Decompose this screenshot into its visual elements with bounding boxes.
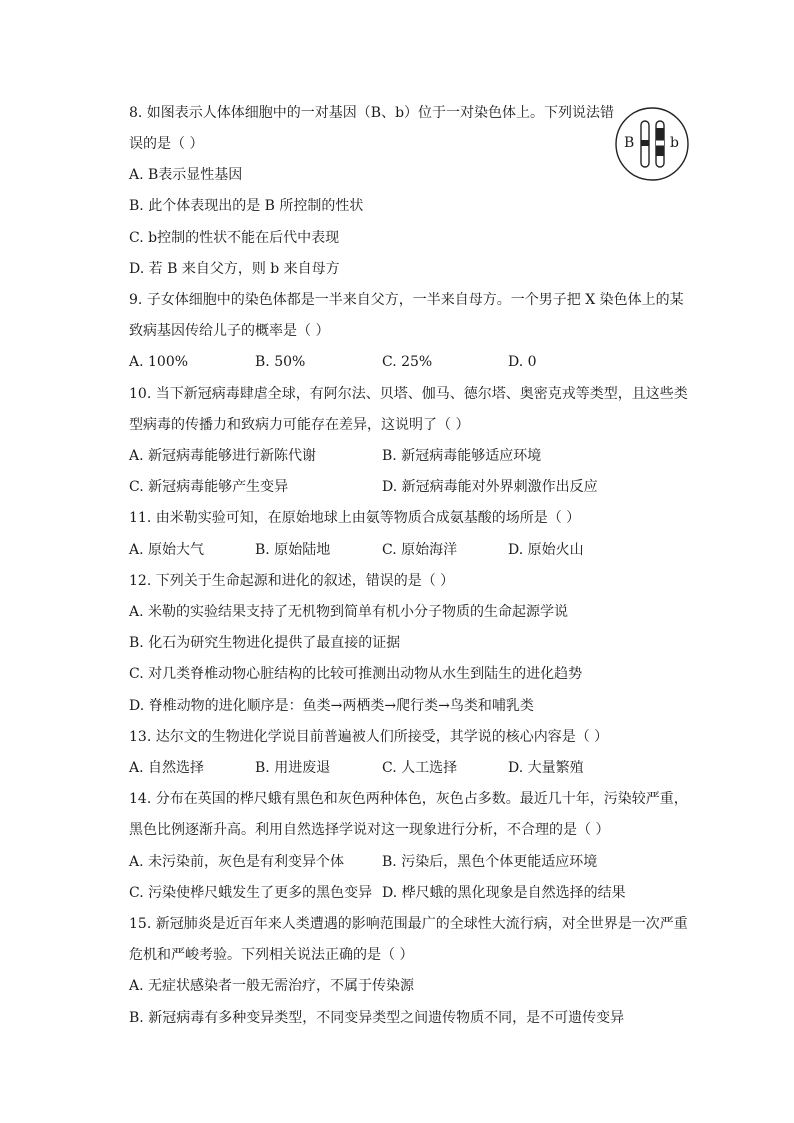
q10-option-d: D. 新冠病毒能对外界刺激作出反应: [382, 479, 598, 495]
q15-stem-line1: 15. 新冠肺炎是近百年来人类遭遇的影响范围最广的全球性大流行病，对全世界是一次严重: [129, 916, 688, 932]
chromosome-pair-figure: [614, 106, 690, 182]
q13-option-c: C. 人工选择: [382, 760, 458, 776]
q14-option-d: D. 桦尺蛾的黑化现象是自然选择的结果: [382, 885, 626, 901]
q12-stem: 12. 下列关于生命起源和进化的叙述，错误的是（ ）: [129, 573, 455, 589]
q8-stem-line2: 误的是（ ）: [129, 136, 204, 152]
q12-option-a: A. 米勒的实验结果支持了无机物到简单有机小分子物质的生命起源学说: [129, 604, 569, 620]
q14-option-b: B. 污染后，黑色个体更能适应环境: [382, 854, 598, 870]
q8-stem-line1: 8. 如图表示人体体细胞中的一对基因（B、b）位于一对染色体上。下列说法错: [129, 105, 615, 121]
q10-option-b: B. 新冠病毒能够适应环境: [382, 448, 542, 464]
q9-option-d: D. 0: [508, 354, 537, 370]
q11-stem: 11. 由米勒实验可知，在原始地球上由氨等物质合成氨基酸的场所是（ ）: [129, 510, 581, 526]
q11-option-d: D. 原始火山: [508, 542, 584, 558]
gene-label-recessive: b: [670, 135, 679, 151]
q9-stem-line1: 9. 子女体细胞中的染色体都是一半来自父方，一半来自母方。一个男子把 X 染色体上的某: [129, 292, 684, 308]
q14-stem-line2: 黑色比例逐渐升高。利用自然选择学说对这一现象进行分析，不合理的是（ ）: [129, 822, 610, 838]
q13-option-a: A. 自然选择: [129, 760, 205, 776]
q12-option-b: B. 化石为研究生物进化提供了最直接的证据: [129, 635, 401, 651]
q9-stem-line2: 致病基因传给儿子的概率是（ ）: [129, 323, 330, 339]
q12-option-d: D. 脊椎动物的进化顺序是：鱼类→两栖类→爬行类→鸟类和哺乳类: [129, 698, 534, 714]
q14-option-a: A. 未污染前，灰色是有利变异个体: [129, 854, 345, 870]
q15-stem-line2: 危机和严峻考验。下列相关说法正确的是（ ）: [129, 947, 414, 963]
q11-option-a: A. 原始大气: [129, 542, 205, 558]
gene-label-dominant: B: [624, 135, 635, 151]
q13-option-b: B. 用进废退: [255, 760, 331, 776]
q8-option-b: B. 此个体表现出的是 B 所控制的性状: [129, 198, 364, 214]
q10-option-a: A. 新冠病毒能够进行新陈代谢: [129, 448, 317, 464]
q14-stem-line1: 14. 分布在英国的桦尺蛾有黑色和灰色两种体色，灰色占多数。最近几十年，污染较严重，: [129, 791, 688, 807]
q13-stem: 13. 达尔文的生物进化学说目前普遍被人们所接受，其学说的核心内容是（ ）: [129, 729, 609, 745]
q11-option-c: C. 原始海洋: [382, 542, 458, 558]
q9-option-a: A. 100%: [129, 354, 189, 370]
q10-stem-line2: 型病毒的传播力和致病力可能存在差异，这说明了（ ）: [129, 417, 470, 433]
q11-option-b: B. 原始陆地: [255, 542, 331, 558]
q9-option-c: C. 25%: [382, 354, 433, 370]
q14-option-c: C. 污染使桦尺蛾发生了更多的黑色变异: [129, 885, 373, 901]
q13-option-d: D. 大量繁殖: [508, 760, 584, 776]
q8-option-d: D. 若 B 来自父方，则 b 来自母方: [129, 261, 340, 277]
q8-option-a: A. B表示显性基因: [129, 167, 243, 183]
q9-option-b: B. 50%: [255, 354, 306, 370]
q10-stem-line1: 10. 当下新冠病毒肆虐全球，有阿尔法、贝塔、伽马、德尔塔、奥密克戎等类型，且这些类: [129, 386, 688, 402]
q15-option-b: B. 新冠病毒有多种变异类型，不同变异类型之间遗传物质不同，是不可遗传变异: [129, 1010, 625, 1026]
q10-option-c: C. 新冠病毒能够产生变异: [129, 479, 289, 495]
q12-option-c: C. 对几类脊椎动物心脏结构的比较可推测出动物从水生到陆生的进化趋势: [129, 666, 583, 682]
q15-option-a: A. 无症状感染者一般无需治疗，不属于传染源: [129, 978, 415, 994]
q8-option-c: C. b控制的性状不能在后代中表现: [129, 230, 340, 246]
